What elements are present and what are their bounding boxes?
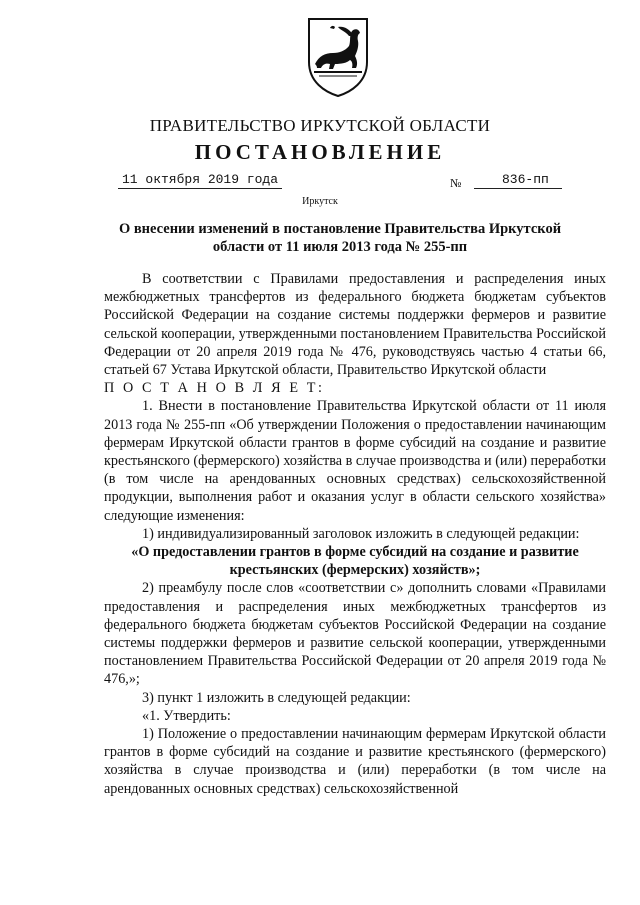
approve-paragraph: «1. Утвердить: xyxy=(142,707,231,724)
decree-number: 836-пп xyxy=(474,172,562,189)
subitem-2-paragraph: 2) преамбулу после слов «соответствии с» дополнить словами «Правилами предоставления и распределения иных межбюджетных трансфертов из федерального бюджета бюджетам субъектов Российской Федерации на создание системы поддержки фермеров и развитие сельской кооперации, утвержденными постановлением Правительства Российской Федерации от 20 апреля 2019 года № 476,»; xyxy=(104,580,606,688)
government-name: ПРАВИТЕЛЬСТВО ИРКУТСКОЙ ОБЛАСТИ xyxy=(149,116,491,135)
document-type: ПОСТАНОВЛЕНИЕ xyxy=(194,140,446,164)
irkutsk-coat-of-arms-icon xyxy=(305,16,371,98)
resolves-heading: П О С Т А Н О В Л Я Е Т: xyxy=(104,380,325,397)
preamble-paragraph: В соответствии с Правилами предоставления и распределения иных межбюджетных трансфертов из федерального бюджета бюджетам субъектов Российской Федерации на создание системы поддержки фермеров и развитие сельской кооперации, утвержденными постановлением Правительства Российской Федерации от 20 апреля 2019 года № 476, руководствуясь частью 4 статьи 66, статьей 67 Устава Иркутской области, Правительство Иркутской области xyxy=(104,271,606,379)
new-title-paragraph: «О предоставлении грантов в форме субсидий на создание и развитие крестьянских (фермерских) хозяйств»; xyxy=(131,544,579,579)
city-name: Иркутск xyxy=(302,196,338,207)
title-line: О внесении изменений в постановление Правительства Иркутской xyxy=(118,221,562,237)
decree-title xyxy=(100,220,580,256)
subitem-1-paragraph: 1) индивидуализированный заголовок изложить в следующей редакции: xyxy=(142,525,580,542)
decree-body xyxy=(104,270,606,798)
title-line: области от 11 июля 2013 года № 255-пп xyxy=(212,239,468,255)
approve-item-1-paragraph: 1) Положение о предоставлении начинающим фермерам Иркутской области грантов в форме субсидий на создание и развитие крестьянского (фермерского) хозяйства в случае производства и (или) переработки (в том числе на арендованных основных средствах) сельскохозяйственной xyxy=(104,726,606,797)
number-label: № xyxy=(450,176,462,190)
decree-date: 11 октября 2019 года xyxy=(118,172,282,189)
subitem-3-paragraph: 3) пункт 1 изложить в следующей редакции: xyxy=(142,689,411,706)
item-1-paragraph: 1. Внести в постановление Правительства Иркутской области от 11 июля 2013 года № 255-пп «Об утверждении Положения о предоставлении начинающим фермерам Иркутской области грантов в форме субсидий на создание и развитие крестьянского (фермерского) хозяйства в случае производства и (или) переработки (в том числе на арендованных основных средствах) сельскохозяйственной продукции, выполнения работ и оказания услуг в области сельского хозяйства» следующие изменения: xyxy=(104,398,606,524)
